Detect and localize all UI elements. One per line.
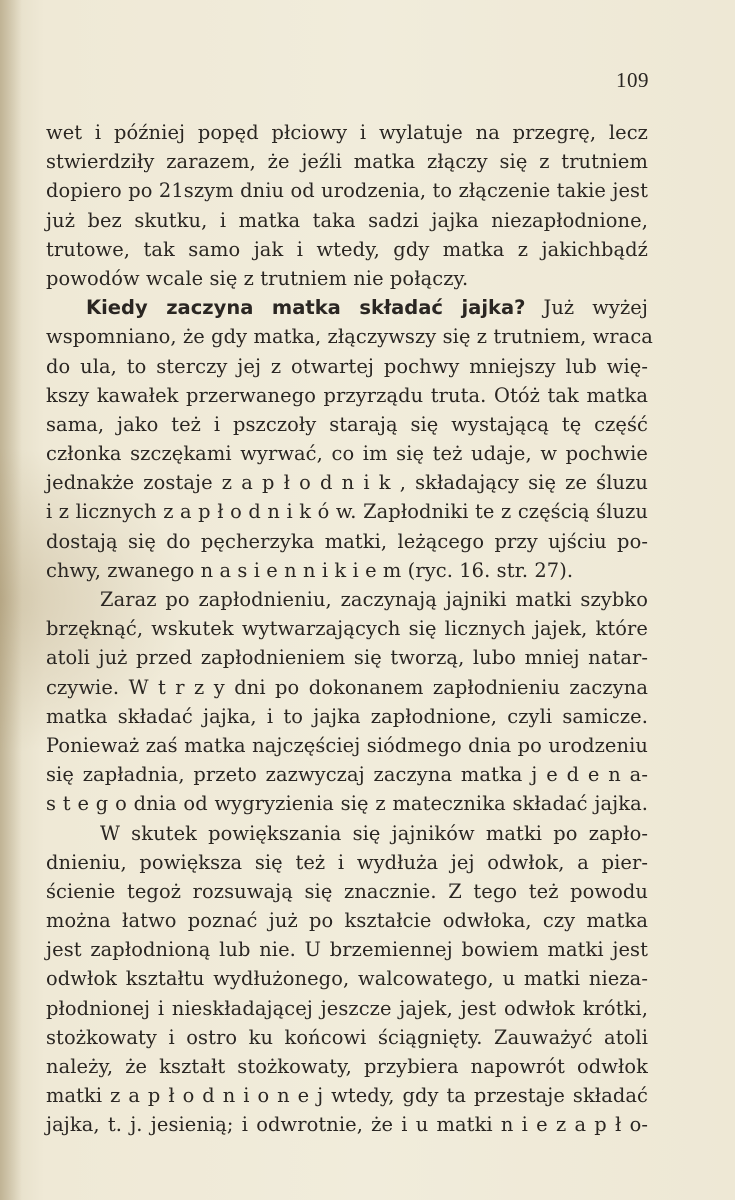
text-line: do ula, to sterczy jej z otwartej pochwy mniejszy lub wię-	[46, 354, 648, 378]
heading-line	[46, 293, 648, 322]
text-line: ścienie tegoż rozsuwają się znacznie. Z tego też powodu	[46, 879, 648, 903]
text-line: atoli już przed zapłodnieniem się tworzą, lubo mniej natar-	[46, 646, 648, 670]
text-line: dostają się do pęcherzyka matki, leżącego przy ujściu po-	[46, 529, 648, 553]
text-line: chwy, zwanego n a s i e n n i k i e m (ryc. 16. str. 27).	[46, 558, 574, 582]
text-line: kszy kawałek przerwanego przyrządu truta. Otóż tak matka	[46, 383, 648, 407]
text-line: stożkowaty i ostro ku końcowi ściągnięty. Zauważyć atoli	[46, 1025, 648, 1049]
text-line: matka składać jajka, i to jajka zapłodnione, czyli samicze.	[46, 704, 648, 728]
text-line: czywie. W t r z y dni po dokonanem zapłodnieniu zaczyna	[46, 675, 648, 699]
page-number: 109	[616, 68, 649, 92]
text-line: s t e g o dnia od wygryzienia się z matecznika składać jajka.	[46, 792, 648, 816]
text-line: jajka, t. j. jesienią; i odwrotnie, że i u matki n i e z a p ł o-	[46, 1113, 648, 1137]
text-line: odwłok kształtu wydłużonego, walcowatego, u matki nieza-	[46, 967, 648, 991]
text-line: jednakże zostaje z a p ł o d n i k , składający się ze śluzu	[46, 471, 648, 495]
text-line: dnieniu, powiększa się też i wydłuża jej odwłok, a pier-	[46, 850, 648, 874]
text-line: brzęknąć, wskutek wytwarzających się licznych jajek, które	[46, 617, 648, 641]
page-gutter	[0, 0, 22, 1200]
text-line: trutowe, tak samo jak i wtedy, gdy matka z jakichbądź	[46, 237, 648, 261]
text-line: wspomniano, że gdy matka, złączywszy się z trutniem, wraca	[46, 325, 653, 349]
text-line: sama, jako też i pszczoły starają się wystającą tę część	[46, 412, 648, 436]
text-line: matki z a p ł o d n i o n e j wtedy, gdy ta przestaje składać	[46, 1084, 648, 1108]
text-line: jest zapłodnioną lub nie. U brzemiennej bowiem matki jest	[46, 938, 648, 962]
text-line: się zapładnia, przeto zazwyczaj zaczyna matka j e d e n a-	[46, 763, 648, 787]
text-line: Zaraz po zapłodnieniu, zaczynają jajniki matki szybko	[100, 588, 648, 611]
text-line: Ponieważ zaś matka najczęściej siódmego dnia po urodzeniu	[46, 733, 648, 757]
section-heading: Kiedy zaczyna matka składać jajka?	[86, 296, 526, 320]
text-line: W skutek powiększania się jajników matki po zapło-	[100, 821, 648, 845]
text-line: stwierdziły zarazem, że jeźli matka złączy się z trutniem	[46, 150, 648, 174]
text-line: już bez skutku, i matka taka sadzi jajka niezapłodnione,	[46, 208, 648, 232]
text-line: powodów wcale się z trutniem nie połączy.	[46, 266, 469, 290]
text-line: i z licznych z a p ł o d n i k ó w. Zapłodniki te z częścią śluzu	[46, 500, 648, 524]
text-line: członka szczękami wyrwać, co im się też udaje, w pochwie	[46, 442, 648, 466]
body-text	[46, 118, 653, 1140]
text-line: płodnionej i nieskładającej jeszcze jajek, jest odwłok krótki,	[46, 996, 648, 1020]
text-line: można łatwo poznać już po kształcie odwłoka, czy matka	[46, 909, 648, 933]
text-line: wet i później popęd płciowy i wylatuje na przegrę, lecz	[46, 121, 648, 144]
text-line: dopiero po 21szym dniu od urodzenia, to złączenie takie jest	[46, 179, 648, 203]
text-line: należy, że kształt stożkowaty, przybiera napowrót odwłok	[46, 1055, 648, 1078]
text-line-fragment: Już wyżej	[543, 296, 648, 320]
